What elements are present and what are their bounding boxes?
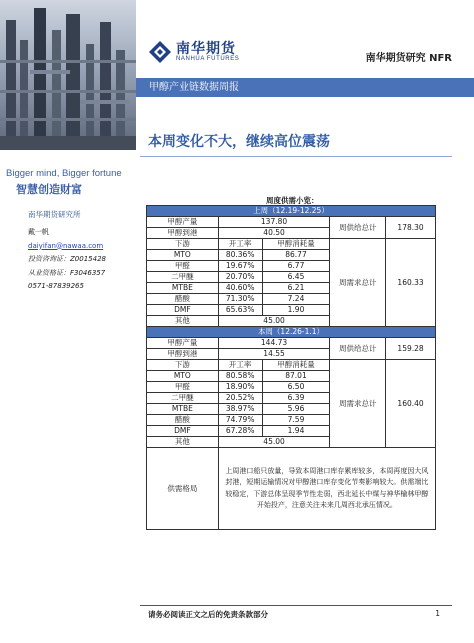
supply-name: 甲醇产量	[147, 217, 219, 228]
supply-total-value: 159.28	[386, 338, 436, 360]
footer-disclaimer: 请务必阅读正文之后的免责条款部分	[148, 610, 268, 619]
methanol-use: 6.77	[262, 261, 330, 272]
methanol-use: 6.50	[262, 382, 330, 393]
operating-rate: 19.67%	[218, 261, 262, 272]
methanol-use: 5.96	[262, 404, 330, 415]
footer-divider	[140, 605, 452, 606]
col-header-downstream: 下游	[147, 239, 219, 250]
analyst-name: 戴一帆	[28, 228, 49, 236]
industrial-plant-image	[0, 0, 136, 150]
slogan-chinese: 智慧创造财富	[16, 183, 82, 196]
supply-value: 40.50	[218, 228, 330, 239]
supply-total-label: 周供给总计	[330, 338, 386, 360]
logo-chinese-text: 南华期货	[176, 41, 236, 57]
nanhua-logo-icon	[148, 40, 172, 64]
methanol-use: 1.94	[262, 426, 330, 437]
supply-value: 137.80	[218, 217, 330, 228]
left-sidebar	[0, 0, 136, 643]
demand-total-label: 周需求总计	[330, 360, 386, 448]
supply-name: 甲醇到港	[147, 349, 219, 360]
slogan-english: Bigger mind, Bigger fortune	[6, 168, 122, 179]
downstream-name: DMF	[147, 305, 219, 316]
weekly-supply-demand-table	[146, 205, 436, 530]
operating-rate: 74.79%	[218, 415, 262, 426]
other-name: 其他	[147, 316, 219, 327]
supply-name: 甲醇到港	[147, 228, 219, 239]
refinery-illustration	[0, 0, 136, 150]
operating-rate: 20.70%	[218, 272, 262, 283]
col-header-rate: 开工率	[218, 239, 262, 250]
demand-total-value: 160.33	[386, 239, 436, 327]
other-value: 45.00	[218, 316, 330, 327]
headline-divider	[140, 156, 452, 157]
company-logo	[148, 36, 258, 70]
operating-rate: 71.30%	[218, 294, 262, 305]
research-tag: 南华期货研究 NFR	[365, 53, 452, 64]
operating-rate: 38.97%	[218, 404, 262, 415]
week-header-row	[147, 327, 436, 338]
pattern-label: 供需格局	[147, 448, 219, 530]
demand-total-value: 160.40	[386, 360, 436, 448]
column-header-row	[147, 360, 436, 371]
operating-rate: 80.58%	[218, 371, 262, 382]
col-header-consumption: 甲醇消耗量	[262, 239, 330, 250]
methanol-use: 86.77	[262, 250, 330, 261]
analyst-email-link[interactable]: daiyifan@nawaa.com	[28, 241, 104, 250]
col-header-rate: 开工率	[218, 360, 262, 371]
pattern-row	[147, 448, 436, 530]
supply-row	[147, 338, 436, 349]
other-name: 其他	[147, 437, 219, 448]
report-band-title: 甲醇产业链数据周报	[136, 78, 474, 97]
other-value: 45.00	[218, 437, 330, 448]
methanol-use: 6.21	[262, 283, 330, 294]
operating-rate: 67.28%	[218, 426, 262, 437]
methanol-use: 7.59	[262, 415, 330, 426]
demand-total-label: 周需求总计	[330, 239, 386, 327]
downstream-name: MTBE	[147, 404, 219, 415]
methanol-use: 1.90	[262, 305, 330, 316]
col-header-downstream: 下游	[147, 360, 219, 371]
practice-license: 从业资格证：F3046357	[28, 268, 106, 277]
col-header-consumption: 甲醇消耗量	[262, 360, 330, 371]
column-header-row	[147, 239, 436, 250]
downstream-name: 醋酸	[147, 294, 219, 305]
downstream-name: 二甲醚	[147, 272, 219, 283]
downstream-name: 二甲醚	[147, 393, 219, 404]
downstream-name: 醋酸	[147, 415, 219, 426]
operating-rate: 20.52%	[218, 393, 262, 404]
downstream-name: MTBE	[147, 283, 219, 294]
downstream-name: 甲醛	[147, 261, 219, 272]
institute-name: 南华期货研究所	[28, 210, 81, 219]
downstream-name: DMF	[147, 426, 219, 437]
supply-name: 甲醇产量	[147, 338, 219, 349]
operating-rate: 65.63%	[218, 305, 262, 316]
downstream-name: MTO	[147, 371, 219, 382]
operating-rate: 40.60%	[218, 283, 262, 294]
logo-english-text: NANHUA FUTURES	[176, 56, 240, 62]
pattern-text: 上周港口船只放量，导致本周港口库存累库较多，本周再度因大风封港，短期运输情况对甲醇港口库存变化节奏影响较大。供需端比较稳定，下游总体呈现季节性走弱，西北延长中煤与神华榆林甲醇开始投产，注意关注未来几周西北承压情况。	[218, 448, 435, 530]
operating-rate: 18.90%	[218, 382, 262, 393]
supply-value: 14.55	[218, 349, 330, 360]
operating-rate: 80.36%	[218, 250, 262, 261]
week-label: 上周（12.19-12.25）	[147, 206, 436, 217]
table-title: 周度供需小览：	[266, 196, 319, 205]
investment-license: 投资咨询证：Z0015428	[28, 255, 106, 263]
analyst-phone: 0571-87839265	[28, 282, 84, 290]
methanol-use: 87.01	[262, 371, 330, 382]
supply-total-label: 周供给总计	[330, 217, 386, 239]
page-number: 1	[435, 609, 440, 618]
supply-total-value: 178.30	[386, 217, 436, 239]
supply-value: 144.73	[218, 338, 330, 349]
report-headline: 本周变化不大，继续高位震荡	[148, 134, 330, 150]
methanol-use: 6.39	[262, 393, 330, 404]
week-label: 本周（12.26-1.1）	[147, 327, 436, 338]
analyst-contact	[28, 226, 106, 294]
supply-row	[147, 217, 436, 228]
methanol-use: 6.45	[262, 272, 330, 283]
downstream-name: MTO	[147, 250, 219, 261]
downstream-name: 甲醛	[147, 382, 219, 393]
week-header-row	[147, 206, 436, 217]
methanol-use: 7.24	[262, 294, 330, 305]
